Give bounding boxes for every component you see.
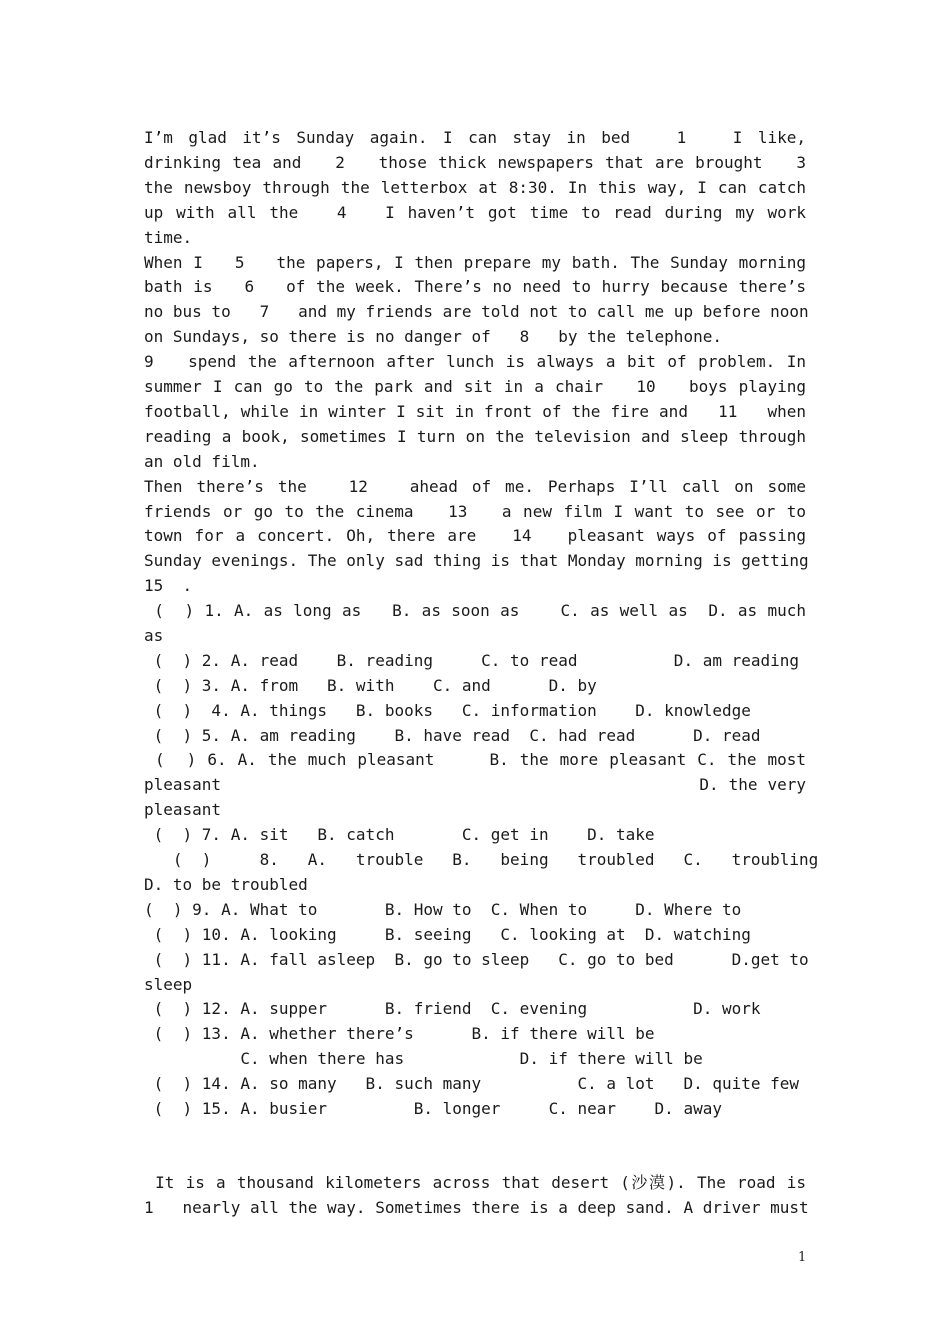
passage-line: up with all the 4 I haven’t got time to read during my work	[144, 202, 806, 222]
passage-line: 1 nearly all the way. Sometimes there is a deep sand. A driver must	[144, 1197, 809, 1217]
passage-line: bath is 6 of the week. There’s no need to hurry because there’s	[144, 277, 806, 297]
question-line: ( ) 11. A. fall asleep B. go to sleep C. go to bed D.get to	[144, 949, 809, 969]
question-line: ( ) 14. A. so many B. such many C. a lot D. quite few	[144, 1074, 800, 1094]
page-number: 1	[798, 1250, 807, 1265]
question-line: D. to be troubled	[144, 874, 308, 894]
question-line: ( ) 9. A. What to B. How to C. When to D. Where to	[144, 899, 742, 919]
question-line: sleep	[144, 974, 193, 994]
passage-line: town for a concert. Oh, there are 14 pleasant ways of passing	[144, 526, 806, 546]
question-line: C. when there has D. if there will be	[144, 1049, 703, 1069]
passage-line: When I 5 the papers, I then prepare my bath. The Sunday morning	[144, 252, 806, 272]
question-line: ( ) 1. A. as long as B. as soon as C. as well as D. as much	[144, 601, 806, 620]
question-line: ( ) 10. A. looking B. seeing C. looking at D. watching	[144, 924, 751, 944]
question-line: ( ) 7. A. sit B. catch C. get in D. take	[144, 825, 655, 845]
question-line: pleasant	[144, 800, 222, 820]
passage-line: an old film.	[144, 451, 260, 471]
question-line: pleasant D. the very	[144, 775, 806, 795]
passage-line: It is a thousand kilometers across that desert (沙漠). The road is	[144, 1173, 806, 1192]
passage-line: friends or go to the cinema 13 a new film I want to see or to	[144, 501, 806, 521]
passage-line: I’m glad it’s Sunday again. I can stay in bed 1 I like,	[144, 128, 806, 147]
passage-line: 9 spend the afternoon after lunch is always a bit of problem. In	[144, 352, 806, 372]
question-line: ( ) 15. A. busier B. longer C. near D. away	[144, 1099, 722, 1118]
passage-line: reading a book, sometimes I turn on the television and sleep through	[144, 426, 806, 446]
question-line: ( ) 2. A. read B. reading C. to read D. am reading	[144, 650, 800, 670]
question-line: ( ) 6. A. the much pleasant B. the more pleasant C. the most	[144, 750, 806, 770]
question-line: ( ) 8. A. trouble B. being troubled C. troubling	[144, 850, 819, 869]
passage-line: summer I can go to the park and sit in a chair 10 boys playing	[144, 377, 806, 396]
passage-line: drinking tea and 2 those thick newspapers that are brought 3	[144, 152, 806, 172]
passage-line: the newsboy through the letterbox at 8:30. In this way, I can catch	[144, 177, 806, 197]
question-line: ( ) 3. A. from B. with C. and D. by	[144, 675, 597, 695]
question-line: ( ) 5. A. am reading B. have read C. had read D. read	[144, 725, 761, 745]
passage-line: 15 .	[144, 576, 193, 596]
question-line: ( ) 4. A. things B. books C. information D. knowledge	[144, 700, 751, 720]
passage-line: football, while in winter I sit in front of the fire and 11 when	[144, 401, 806, 421]
passage-line: on Sundays, so there is no danger of 8 by the telephone.	[144, 327, 722, 347]
question-line: ( ) 13. A. whether there’s B. if there will be	[144, 1024, 655, 1044]
passage-line: time.	[144, 227, 193, 247]
passage-line: no bus to 7 and my friends are told not to call me up before noon	[144, 302, 809, 322]
question-line: ( ) 12. A. supper B. friend C. evening D. work	[144, 999, 761, 1019]
passage-line: Sunday evenings. The only sad thing is that Monday morning is getting	[144, 551, 809, 571]
passage-line: Then there’s the 12 ahead of me. Perhaps I’ll call on some	[144, 476, 806, 496]
question-line: as	[144, 625, 164, 645]
